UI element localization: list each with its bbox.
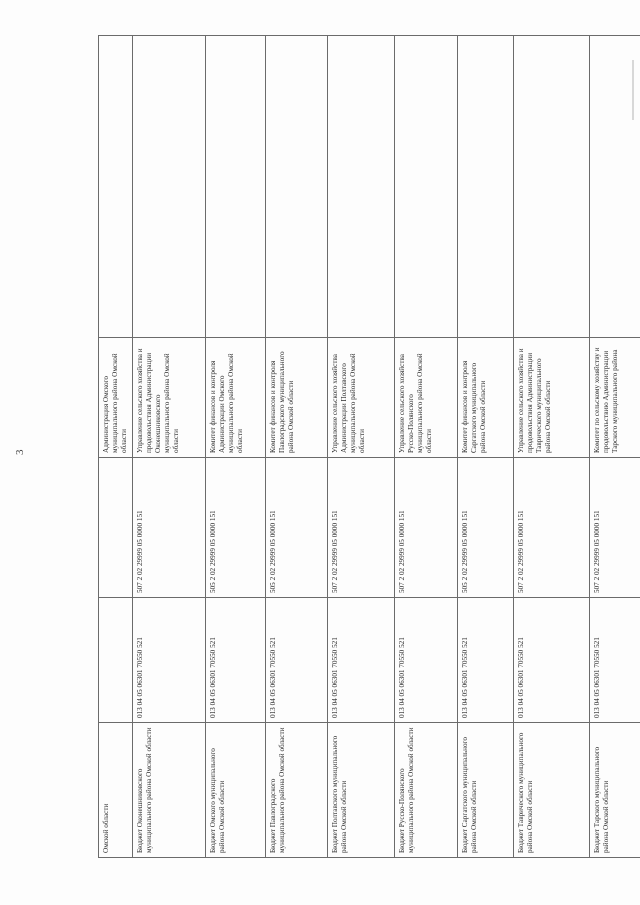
- code-cell: 013 04 05 06301 70550 521: [514, 598, 590, 723]
- recipient-cell: Бюджет Русско-Полянского муниципального района Омской области: [395, 723, 458, 858]
- administrator-cell: Управление сельского хозяйства Русско-Полянского муниципального района Омской области: [395, 338, 458, 458]
- extra-cell: [99, 36, 133, 338]
- administrator-cell: Комитет по сельскому хозяйству и продовольствию Администрации Тарского муниципального района: [590, 338, 640, 458]
- code-cell: 013 04 05 06301 70550 521: [266, 598, 328, 723]
- rotated-table-container: [98, 36, 619, 858]
- recipient-cell: Бюджет Саргатского муниципального района Омской области: [458, 723, 514, 858]
- extra-cell: [206, 36, 266, 338]
- recipient-cell: Бюджет Полтавского муниципального района Омской области: [328, 723, 395, 858]
- table-row: [133, 36, 206, 858]
- table-row: [266, 36, 328, 858]
- code-cell: 507 2 02 29999 05 0000 151: [395, 458, 458, 598]
- recipient-cell: Бюджет Омского муниципального района Омской области: [206, 723, 266, 858]
- scan-edge-mark: [632, 60, 634, 120]
- code-cell: 013 04 05 06301 70550 521: [133, 598, 206, 723]
- extra-cell: [514, 36, 590, 338]
- code-cell: 507 2 02 29999 05 0000 151: [328, 458, 395, 598]
- table-row: [590, 36, 640, 858]
- page-number: 3: [14, 449, 26, 455]
- code-cell: 505 2 02 29999 05 0000 151: [206, 458, 266, 598]
- extra-cell: [458, 36, 514, 338]
- extra-cell: [133, 36, 206, 338]
- code-cell: 507 2 02 29999 05 0000 151: [590, 458, 640, 598]
- administrator-cell: Управление сельского хозяйства Администрации Полтавского муниципального района Омской области: [328, 338, 395, 458]
- code-cell: [99, 458, 133, 598]
- recipient-cell: Бюджет Тарского муниципального района Омской области: [590, 723, 640, 858]
- code-cell: 013 04 05 06301 70550 521: [395, 598, 458, 723]
- code-cell: 505 2 02 29999 05 0000 151: [458, 458, 514, 598]
- code-cell: 013 04 05 06301 70550 521: [206, 598, 266, 723]
- code-cell: 507 2 02 29999 05 0000 151: [514, 458, 590, 598]
- table-row: [395, 36, 458, 858]
- table-row: [458, 36, 514, 858]
- code-cell: [99, 598, 133, 723]
- recipient-cell: Бюджет Павлоградского муниципального района Омской области: [266, 723, 328, 858]
- code-cell: 013 04 05 06301 70550 521: [458, 598, 514, 723]
- administrator-cell: Администрация Омского муниципального района Омской области: [99, 338, 133, 458]
- administrator-cell: Комитет финансов и контроля Павлоградского муниципального района Омской области: [266, 338, 328, 458]
- administrator-cell: Управление сельского хозяйства и продовольствия Администрации Оконешниковского муниципального района Омской области: [133, 338, 206, 458]
- extra-cell: [395, 36, 458, 338]
- administrator-cell: Комитет финансов и контроля Саргатского муниципального района Омской области: [458, 338, 514, 458]
- recipient-cell: Омской области: [99, 723, 133, 858]
- code-cell: 013 04 05 06301 70550 521: [328, 598, 395, 723]
- code-cell: 013 04 05 06301 70550 521: [590, 598, 640, 723]
- table-row: [328, 36, 395, 858]
- administrator-cell: Управление сельского хозяйства и продовольствия Администрации Таврического муниципального района Омской области: [514, 338, 590, 458]
- recipient-cell: Бюджет Таврического муниципального района Омской области: [514, 723, 590, 858]
- table-row: [99, 36, 133, 858]
- table-row: [514, 36, 590, 858]
- administrator-cell: Комитет финансов и контроля Администрации Омского муниципального района Омской области: [206, 338, 266, 458]
- budget-table: [98, 35, 640, 858]
- recipient-cell: Бюджет Оконешниковского муниципального района Омской области: [133, 723, 206, 858]
- extra-cell: [266, 36, 328, 338]
- table-row: [206, 36, 266, 858]
- code-cell: 507 2 02 29999 05 0000 151: [133, 458, 206, 598]
- code-cell: 505 2 02 29999 05 0000 151: [266, 458, 328, 598]
- extra-cell: [328, 36, 395, 338]
